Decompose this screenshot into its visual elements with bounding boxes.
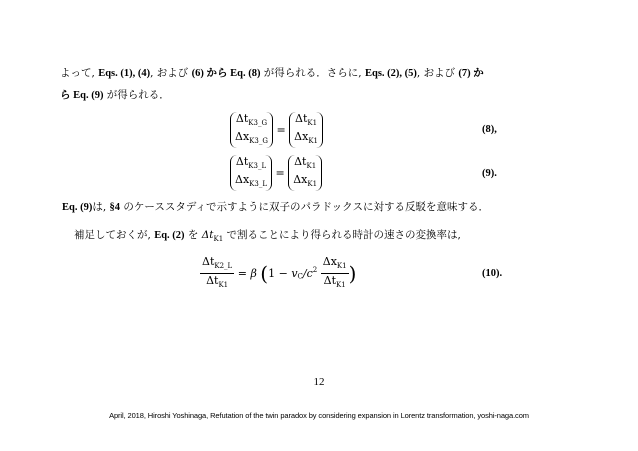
text-run: から [203, 68, 231, 79]
equation-number-9: (9). [482, 168, 497, 179]
math-subscript: K3_L [249, 180, 267, 188]
rhs-vector [288, 155, 322, 191]
equation-reference: (6) [191, 68, 204, 79]
math-symbol: Δx [235, 173, 250, 186]
text-run: で割ることにより得られる時計の速さの変換率は, [223, 229, 461, 241]
math-symbol: Δt [323, 274, 337, 287]
equation-reference: Eqs. (1), (4) [98, 68, 151, 79]
equation-reference: (7) [458, 68, 471, 79]
equation-reference: Eqs. (2), (5) [364, 68, 417, 79]
paragraph-3 [74, 228, 594, 246]
text-run: , および [150, 67, 192, 79]
math-symbol: Δt [235, 112, 249, 125]
equation-reference: Eq. (9) [62, 202, 93, 213]
math-subscript: K3_G [249, 137, 268, 145]
close-paren: ) [348, 261, 357, 286]
text-run: 補足しておくが, [74, 229, 155, 241]
lhs-vector [230, 112, 273, 148]
math-subscript: K1 [307, 180, 318, 188]
inner-fraction [321, 256, 349, 291]
paragraph-2 [62, 200, 582, 215]
math-symbol: Δt [206, 274, 219, 287]
math-symbol: Δx [322, 255, 337, 268]
paragraph-1-line-1 [60, 66, 580, 81]
math-symbol: Δx [294, 130, 309, 143]
math-symbol: Δt [202, 255, 215, 268]
text-run: が得られる．さらに, [260, 67, 365, 79]
math-symbol: /c [302, 267, 313, 280]
equation-reference: Eq. (8) [230, 68, 261, 79]
text-run: のケーススタディで示すように双子のパラドックスに対する反駁を意味する． [120, 201, 489, 213]
math-text: 1 − [268, 267, 292, 280]
math-symbol: Δt [295, 112, 308, 125]
equals-sign: = [275, 166, 285, 180]
math-subscript: K1 [307, 119, 318, 127]
footer-citation: April, 2018, Hiroshi Yoshinaga, Refutation of the twin paradox by considering expansion in Lorentz transformation, yoshi-naga.com [109, 411, 529, 420]
text-run: ら [60, 90, 74, 101]
math-symbol: Δt [201, 229, 214, 241]
open-paren: ( [260, 261, 269, 286]
lhs-vector [230, 155, 272, 191]
equation-8 [230, 112, 323, 148]
equation-number-10: (10). [482, 268, 503, 279]
text-run: か [470, 68, 484, 79]
equation-reference: Eq. (9) [73, 90, 104, 101]
equation-9 [230, 155, 322, 191]
equation-reference: Eq. (2) [154, 230, 185, 241]
page-number: 12 [313, 376, 325, 388]
math-subscript: K3_G [248, 119, 268, 127]
equation-10 [200, 256, 356, 291]
math-subscript: K1 [308, 137, 318, 145]
section-reference: §4 [109, 202, 121, 213]
text-run: を [184, 229, 202, 241]
equation-number-8: (8), [482, 124, 497, 135]
velocity-symbol: v [291, 267, 298, 280]
text-run: は, [92, 201, 110, 213]
math-subscript: K1 [218, 281, 229, 289]
text-run: が得られる． [103, 89, 170, 101]
lhs-fraction [200, 256, 234, 291]
beta-symbol: β [250, 267, 257, 280]
math-subscript: C [297, 272, 303, 281]
paragraph-1-line-2 [60, 88, 580, 103]
math-symbol: Δx [235, 130, 250, 143]
math-symbol: Δt [294, 155, 307, 168]
math-subscript: K1 [336, 281, 346, 289]
math-subscript: K1 [213, 235, 224, 243]
text-run: , および [416, 67, 459, 79]
math-subscript: K3_L [248, 162, 267, 170]
math-subscript: K1 [336, 262, 347, 270]
rhs-vector [289, 112, 323, 148]
math-exponent: 2 [312, 265, 318, 274]
math-symbol: Δt [235, 155, 249, 168]
math-subscript: K2_L [214, 262, 233, 270]
equals-sign: = [237, 267, 247, 280]
equals-sign: = [276, 123, 286, 137]
text-run: よって, [60, 67, 99, 79]
math-symbol: Δx [293, 173, 308, 186]
math-subscript: K1 [306, 162, 317, 170]
